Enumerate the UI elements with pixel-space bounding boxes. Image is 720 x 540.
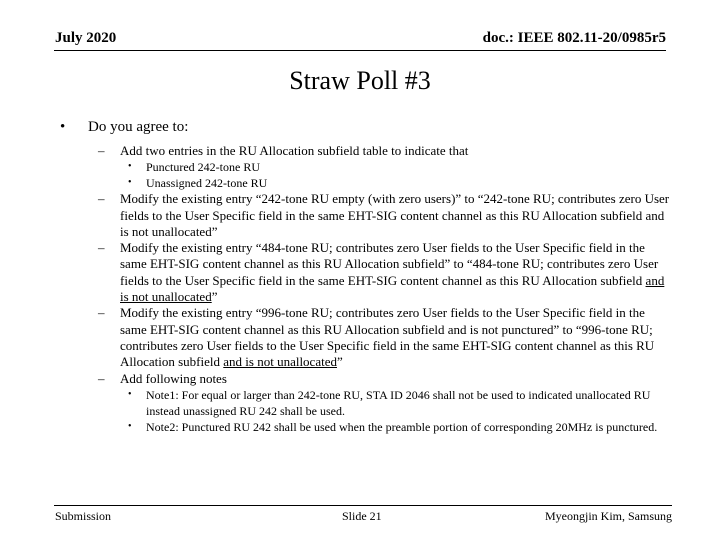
footer-author: Myeongjin Kim, Samsung (544, 509, 672, 523)
sub-list-item (60, 175, 672, 191)
bullet-dot-icon: • (128, 177, 132, 189)
header-rule (54, 50, 666, 51)
sub-list-item (60, 159, 672, 175)
item-text: Add following notes (120, 370, 227, 386)
slide-title: Straw Poll #3 (289, 66, 431, 95)
bullet-dot-icon: • (60, 119, 66, 135)
footer-rule (54, 505, 672, 506)
item-text: Add two entries in the RU Allocation subfield table to indicate that (120, 143, 469, 158)
list-item (60, 191, 672, 240)
item-text: Modify the existing entry “996-tone RU; contributes zero User fields to the User Specific field in the same EHT-SIG content channel as this RU Allocation subfield and is not punctured” to “996-tone RU; contributes zero User fields to the User Specific field in the same EHT-SIG content channel as this RU Allocation subfield (120, 305, 655, 370)
item-text-end: ” (211, 289, 218, 305)
note-text: Note2: Punctured RU 242 shall be used when the preamble portion of corresponding 20MHz is punctured. (146, 419, 658, 434)
dash-icon: – (98, 305, 105, 321)
bullet-dot-icon: • (128, 388, 132, 400)
list-item (60, 371, 672, 387)
item-text: Modify the existing entry “484-tone RU; contributes zero User fields to the User Specific field in the same EHT-SIG content channel as this RU Allocation subfield” to “484-tone RU; contributes zero User fields to the User Specific field in the same EHT-SIG content channel as this RU Allocation subfield (120, 240, 659, 288)
list-item (60, 143, 672, 159)
item-text-end: ” (336, 354, 343, 370)
note-item (60, 419, 672, 435)
bullet-dot-icon: • (128, 161, 132, 173)
list-item (60, 305, 672, 370)
note-item (60, 387, 672, 419)
question-item (60, 118, 672, 137)
bullet-dot-icon: • (128, 420, 132, 432)
dash-icon: – (98, 143, 105, 158)
sub-item-text: Punctured 242-tone RU (146, 160, 260, 175)
dash-icon: – (98, 370, 105, 386)
header-date: July 2020 (55, 30, 117, 46)
dash-icon: – (98, 240, 105, 256)
question-text: Do you agree to: (88, 119, 189, 135)
underlined-text: and is not unallocated (120, 272, 665, 305)
footer-slide-number: Slide 21 (342, 509, 382, 523)
dash-icon: – (98, 191, 105, 207)
underlined-text: and is not unallocated (223, 354, 337, 370)
footer-submission: Submission (55, 509, 112, 523)
list-item (60, 240, 672, 305)
note-text: Note1: For equal or larger than 242-tone RU, STA ID 2046 shall not be used to indicated unallocated RU instead unassigned RU 242 shall be used. (146, 387, 651, 418)
item-text: Modify the existing entry “242-tone RU empty (with zero users)” to “242-tone RU; contributes zero User fields to the User Specific field in the same EHT-SIG content channel as this RU Allocation subfield and is not unallocated” (120, 191, 670, 239)
header-doc-id: doc.: IEEE 802.11-20/0985r5 (482, 30, 666, 46)
slide-body (60, 118, 672, 435)
sub-item-text: Unassigned 242-tone RU (146, 176, 268, 191)
